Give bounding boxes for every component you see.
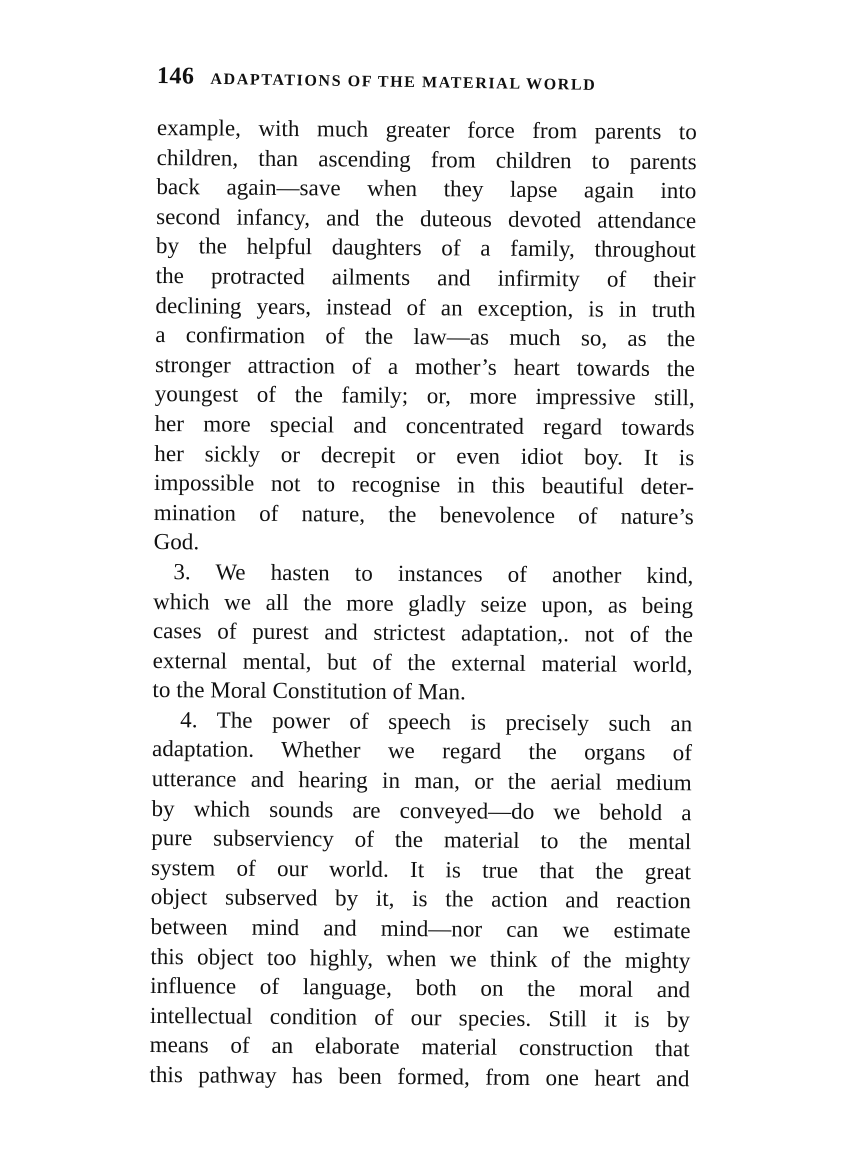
text-line: stronger attraction of a mother’s heart towards the — [154, 351, 696, 381]
page-number: 146 — [156, 63, 195, 90]
paragraph-4-start: 4. The power of speech is precisely such an — [180, 707, 693, 737]
text-line: means of an elaborate material construction that — [149, 1032, 690, 1062]
text-line: example, with much greater force from parents to — [156, 114, 697, 145]
body-text — [149, 113, 697, 1094]
text-line: this pathway has been formed, from one heart and — [149, 1061, 690, 1092]
text-line: intellectual condition of our species. Still it is by — [149, 1002, 690, 1033]
text-line: pure subserviency of the material to the mental — [151, 825, 692, 855]
text-line: God. — [153, 529, 200, 555]
running-title: ADAPTATIONS OF THE MATERIAL WORLD — [210, 70, 597, 94]
text-line: the protracted ailments and infirmity of their — [155, 262, 696, 293]
text-line: system of our world. It is true that the great — [150, 854, 692, 885]
text-line: mination of nature, the benevolence of nature’s — [153, 499, 694, 529]
text-line: children, than ascending from children to parents — [156, 144, 697, 174]
text-line: external mental, but of the external material world, — [152, 647, 693, 677]
page-header — [157, 63, 697, 99]
text-line: influence of language, both on the moral and — [150, 973, 691, 1003]
text-line: impossible not to recognise in this beautiful deter- — [153, 470, 695, 500]
text-line: youngest of the family; or, more impressive still, — [154, 381, 695, 411]
text-line: object subserved by it, is the action and reaction — [150, 884, 691, 914]
paragraph-3-start: 3. We hasten to instances of another kind, — [173, 559, 694, 589]
text-line: back again—save when they lapse again into — [156, 174, 697, 204]
text-line: declining years, instead of an exception, is in truth — [155, 292, 696, 322]
text-line: cases of purest and strictest adaptation,. not of the — [152, 618, 694, 648]
text-line: second infancy, and the duteous devoted attendance — [156, 203, 697, 234]
text-line: this object too highly, when we think of the mighty — [150, 943, 691, 973]
text-line: by the helpful daughters of a family, throughout — [155, 233, 697, 263]
text-line: between mind and mind—nor can we estimate — [150, 914, 691, 944]
text-line: which we all the more gladly seize upon, as being — [153, 588, 694, 618]
text-line: by which sounds are conveyed—do we behold a — [151, 795, 692, 825]
text-line: utterance and hearing in man, or the aerial medium — [151, 766, 692, 796]
text-line: her sickly or decrepit or even idiot boy. It is — [154, 440, 695, 470]
text-line: to the Moral Constitution of Man. — [152, 677, 466, 705]
text-line: a confirmation of the law—as much so, as the — [155, 322, 696, 352]
text-line: adaptation. Whether we regard the organs of — [151, 736, 693, 766]
text-line: her more special and concentrated regard towards — [154, 410, 695, 441]
